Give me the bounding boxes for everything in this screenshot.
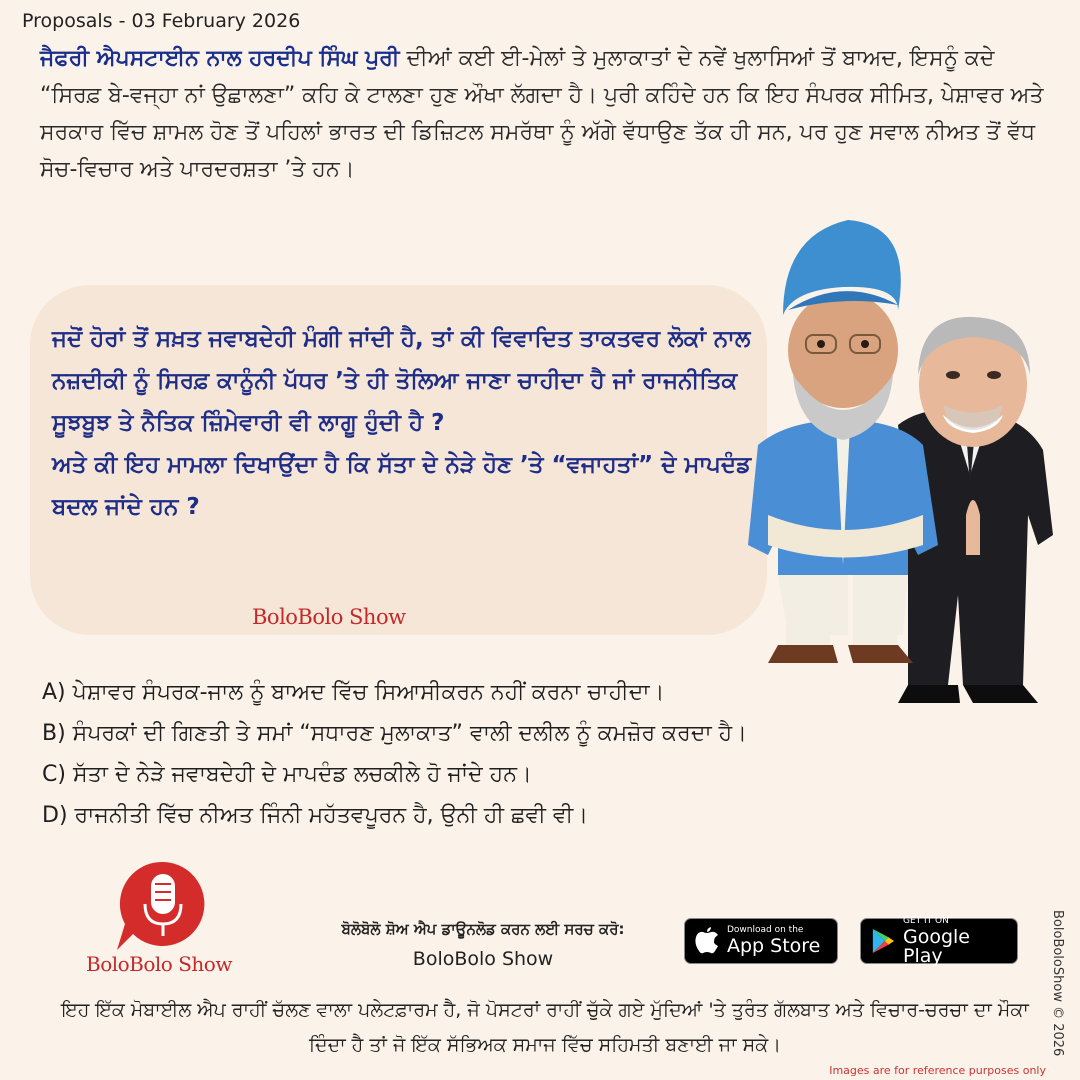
google-play-badge[interactable] [860,915,1018,967]
card-brand-label: BoloBolo Show [252,605,406,629]
google-play-icon [871,927,895,955]
footer-description: ਇਹ ਇੱਕ ਮੋਬਾਈਲ ਐਪ ਰਾਹੀਂ ਚੱਲਣ ਵਾਲਾ ਪਲੇਟਫ਼ਾਰਮ ਹੈ, ਜੋ ਪੋਸਟਰਾਂ ਰਾਹੀਂ ਚੁੱਕੇ ਗਏ ਮੁੱਦਿਆਂ 'ਤੇ ਤੁਰੰਤ ਗੱਲਬਾਤ ਅਤੇ ਵਿਚਾਰ-ਚਰਚਾ ਦਾ ਮੌਕਾ ਦਿੰਦਾ ਹੈ ਤਾਂ ਜੋ ਇੱਕ ਸੱਭਿਅਕ ਸਮਾਜ ਵਿੱਚ ਸਹਿਮਤੀ ਬਣਾਈ ਜਾ ਸਕੇ। [61,999,1029,1056]
option-c[interactable]: C) ਸੱਤਾ ਦੇ ਨੇੜੇ ਜਵਾਬਦੇਹੀ ਦੇ ਮਾਪਦੰਡ ਲਚਕੀਲੇ ਹੋ ਜਾਂਦੇ ਹਨ। [42,762,532,787]
app-store-badge[interactable] [684,918,838,964]
intro-lead: ਜੈਫਰੀ ਐਪਸਟਾਈਨ ਨਾਲ ਹਰਦੀਪ ਸਿੰਘ ਪੁਰੀ [40,46,400,71]
google-play-label: Google Play [903,925,971,967]
option-a[interactable]: A) ਪੇਸ਼ਾਵਰ ਸੰਪਰਕ-ਜਾਲ ਨੂੰ ਬਾਅਦ ਵਿੱਚ ਸਿਆਸੀਕਰਨ ਨਹੀਂ ਕਰਨਾ ਚਾਹੀਦਾ। [42,680,665,705]
search-hint: ਬੋਲੋਬੋਲੋ ਸ਼ੋਅ ਐਪ ਡਾਊਨਲੋਡ ਕਰਨ ਲਈ ਸਰਚ ਕਰੋ: [341,920,625,938]
caricature-illustration [748,215,1058,715]
apple-icon [695,927,719,955]
copyright-notice: BoloBoloShow © 2026 [1050,910,1065,1057]
post-date: Proposals - 03 February 2026 [22,10,301,32]
question-text [52,318,752,528]
intro-paragraph [40,40,1045,188]
option-d[interactable]: D) ਰਾਜਨੀਤੀ ਵਿੱਚ ਨੀਅਤ ਜਿੰਨੀ ਮਹੱਤਵਪੂਰਨ ਹੈ, ਉਨੀ ਹੀ ਛਵੀ ਵੀ। [42,803,589,828]
app-store-label: App Store [727,935,821,957]
image-disclaimer: Images are for reference purposes only [829,1064,1046,1077]
option-b[interactable]: B) ਸੰਪਰਕਾਂ ਦੀ ਗਿਣਤੀ ਤੇ ਸਮਾਂ “ਸਧਾਰਣ ਮੁਲਾਕਾਤ” ਵਾਲੀ ਦਲੀਲ ਨੂੰ ਕਮਜ਼ੋਰ ਕਰਦਾ ਹੈ। [42,721,748,746]
question-part-1: ਜਦੋਂ ਹੋਰਾਂ ਤੋਂ ਸਖ਼ਤ ਜਵਾਬਦੇਹੀ ਮੰਗੀ ਜਾਂਦੀ ਹੈ, ਤਾਂ ਕੀ ਵਿਵਾਦਿਤ ਤਾਕਤਵਰ ਲੋਕਾਂ ਨਾਲ ਨਜ਼ਦੀਕੀ ਨੂੰ ਸਿਰਫ਼ ਕਾਨੂੰਨੀ ਪੱਧਰ ’ਤੇ ਹੀ ਤੋਲਿਆ ਜਾਣਾ ਚਾਹੀਦਾ ਹੈ ਜਾਂ ਰਾਜਨੀਤਿਕ ਸੂਝਬੂਝ ਤੇ ਨੈਤਿਕ ਜ਼ਿੰਮੇਵਾਰੀ ਵੀ ਲਾਗੂ ਹੁੰਦੀ ਹੈ ? [52,326,751,436]
google-play-small-text: GET IT ON [903,915,949,926]
footer-brand-label: BoloBolo Show [86,952,232,976]
app-store-small-text: Download on the [727,925,804,935]
question-part-2: ਅਤੇ ਕੀ ਇਹ ਮਾਮਲਾ ਦਿਖਾਉਂਦਾ ਹੈ ਕਿ ਸੱਤਾ ਦੇ ਨੇੜੇ ਹੋਣ ’ਤੇ “ਵਜਾਹਤਾਂ” ਦੇ ਮਾਪਦੰਡ ਬਦਲ ਜਾਂਦੇ ਹਨ ? [52,452,752,520]
search-app-name: BoloBolo Show [412,948,554,970]
answer-options [42,672,1002,836]
intro-body: ਦੀਆਂ ਕਈ ਈ-ਮੇਲਾਂ ਤੇ ਮੁਲਾਕਾਤਾਂ ਦੇ ਨਵੇਂ ਖੁਲਾਸਿਆਂ ਤੋਂ ਬਾਅਦ, ਇਸਨੂੰ ਕਦੇ “ਸਿਰਫ਼ ਬੇ-ਵਜ੍ਹਾ ਨਾਂ ਉਛਾਲਣਾ” ਕਹਿ ਕੇ ਟਾਲਣਾ ਹੁਣ ਔਖਾ ਲੱਗਦਾ ਹੈ। ਪੁਰੀ ਕਹਿੰਦੇ ਹਨ ਕਿ ਇਹ ਸੰਪਰਕ ਸੀਮਿਤ, ਪੇਸ਼ਾਵਰ ਅਤੇ ਸਰਕਾਰ ਵਿੱਚ ਸ਼ਾਮਲ ਹੋਣ ਤੋਂ ਪਹਿਲਾਂ ਭਾਰਤ ਦੀ ਡਿਜ਼ਿਟਲ ਸਮਰੱਥਾ ਨੂੰ ਅੱਗੇ ਵੱਧਾਉਣ ਤੱਕ ਹੀ ਸਨ, ਪਰ ਹੁਣ ਸਵਾਲ ਨੀਅਤ ਤੋਂ ਵੱਧ ਸੋਚ-ਵਿਚਾਰ ਅਤੇ ਪਾਰਦਰਸ਼ਤਾ ’ਤੇ ਹਨ। [40,46,1044,182]
